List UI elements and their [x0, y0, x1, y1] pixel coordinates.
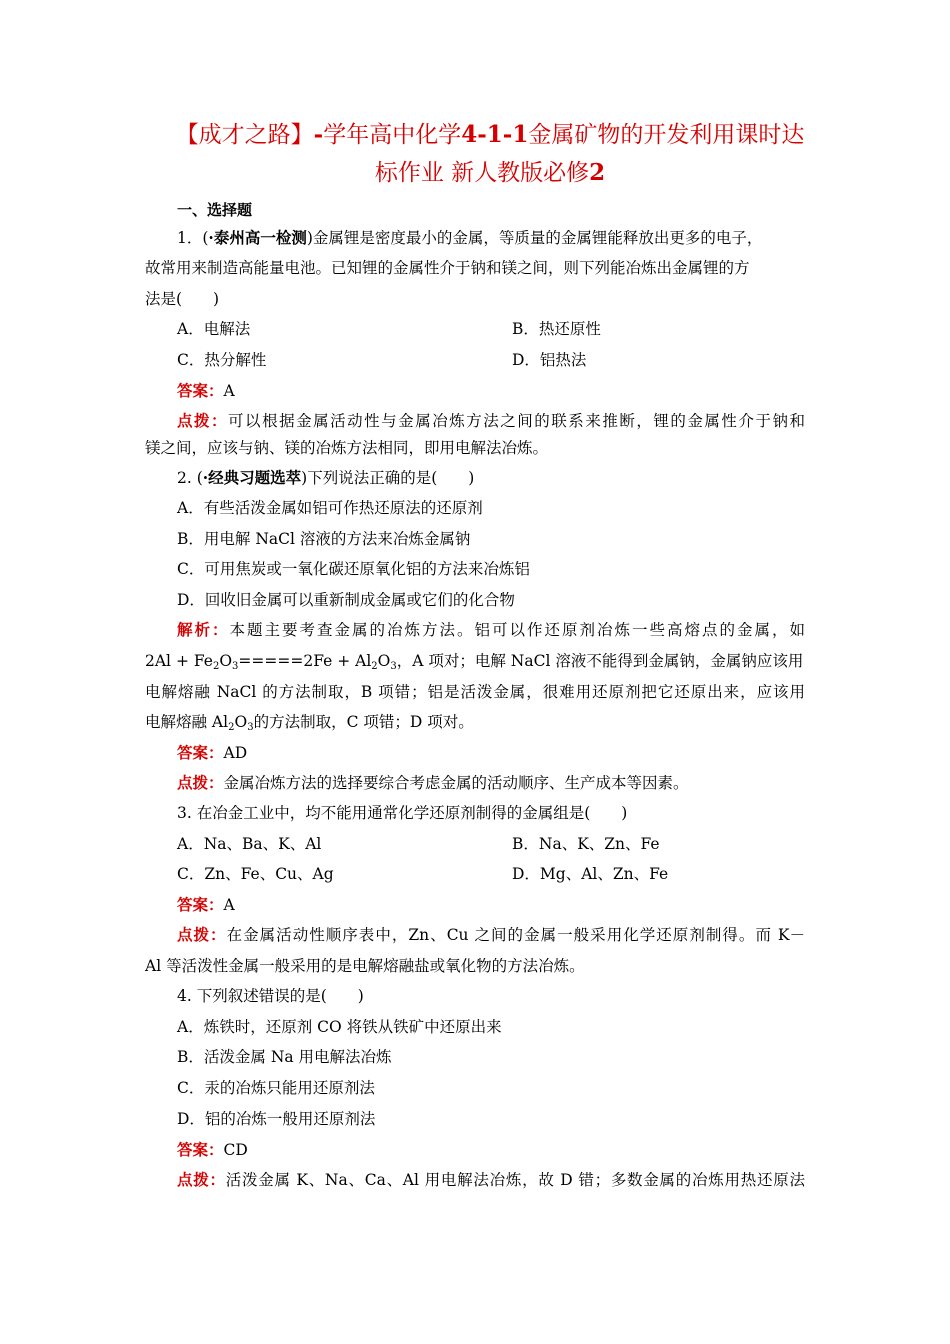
- answer-value: CD: [223, 1141, 248, 1159]
- q2-option-b: B．用电解 NaCl 溶液的方法来冶炼金属钠: [177, 530, 471, 548]
- q3-tip-line-2: Al 等活泼性金属一般采用的是电解熔融盐或氧化物的方法冶炼。: [145, 957, 585, 975]
- q4-tip-line-1: [177, 1169, 805, 1191]
- q1-stem-line-2: 故常用来制造高能量电池。已知锂的金属性介于钠和镁之间，则下列能冶炼出金属锂的方: [145, 259, 750, 277]
- tip-text: 金属冶炼方法的选择要综合考虑金属的活动顺序、生产成本等因素。: [223, 774, 689, 792]
- explanation-text: 本题主要考查金属的冶炼方法。铝可以作还原剂冶炼一些高熔点的金属，如: [229, 621, 805, 639]
- q2-option-a: A．有些活泼金属如铝可作热还原法的还原剂: [177, 499, 483, 517]
- answer-label: 答案：: [177, 743, 224, 762]
- q3-option-c: C．Zn、Fe、Cu、Ag: [177, 865, 334, 883]
- q2-source: ·经典习题选萃: [202, 468, 302, 487]
- title-lesson-number: 4-1-1: [461, 121, 529, 148]
- eq-part: O: [219, 652, 233, 670]
- q2-text: )下列说法正确的是( ): [301, 469, 475, 487]
- q1-option-c: C．热分解性: [177, 351, 267, 369]
- tip-text: 活泼金属 K、Na、Ca、Al 用电解法冶炼，故 D 错；多数金属的冶炼用热还原法: [225, 1171, 805, 1189]
- q4-option-c: C．汞的冶炼只能用还原剂法: [177, 1079, 375, 1097]
- tip-label: 点拨：: [177, 773, 224, 792]
- title-bracket-text: 【成才之路】: [175, 122, 314, 148]
- q1-number: 1．(: [177, 229, 209, 247]
- eq-sub: 3: [232, 661, 239, 672]
- eq-part: O: [377, 652, 391, 670]
- title-topic: 金属矿物的开发利用课时达: [528, 122, 805, 148]
- q1-text-1: )金属锂是密度最小的金属，等质量的金属锂能释放出更多的电子，: [306, 229, 763, 247]
- q2-option-d: D．回收旧金属可以重新制成金属或它们的化合物: [177, 591, 515, 609]
- q3-stem: 3. 在冶金工业中，均不能用通常化学还原剂制得的金属组是( ): [177, 804, 628, 822]
- q1-answer: [177, 380, 235, 402]
- q3-tip-line-1: [177, 924, 805, 946]
- answer-label: 答案：: [177, 895, 224, 914]
- eq-sub: 2: [371, 661, 378, 672]
- answer-value: AD: [223, 744, 248, 762]
- explanation-label: 解析：: [177, 620, 230, 639]
- q4-option-d: D．铝的冶炼一般用还原剂法: [177, 1110, 376, 1128]
- tip-text: 在金属活动性顺序表中，Zn、Cu 之间的金属一般采用化学还原剂制得。而 K－: [226, 926, 805, 944]
- q3-answer: [177, 894, 235, 916]
- q1-option-b: B．热还原性: [512, 320, 601, 338]
- q1-tip-line-1: [177, 410, 805, 432]
- tip-label: 点拨：: [177, 411, 229, 430]
- q3-option-a: A．Na、Ba、K、Al: [177, 835, 322, 853]
- answer-value: A: [223, 382, 235, 400]
- tip-text: 可以根据金属活动性与金属冶炼方法之间的联系来推断，锂的金属性介于钠和: [228, 412, 805, 430]
- q4-stem: 4. 下列叙述错误的是( ): [177, 987, 364, 1005]
- document-title-line-1: [140, 117, 840, 153]
- q1-stem-line-3: 法是( ): [145, 290, 220, 308]
- eq-sub: 3: [247, 722, 254, 733]
- eq-part: 2Al + Fe: [145, 652, 213, 670]
- eq-part: O: [234, 713, 248, 731]
- q2-answer: [177, 742, 247, 764]
- q2-stem: [177, 467, 474, 489]
- q4-option-a: A．炼铁时，还原剂 CO 将铁从铁矿中还原出来: [177, 1018, 502, 1036]
- answer-value: A: [223, 896, 235, 914]
- title-subject: 学年高中化学: [323, 122, 462, 148]
- document-title-line-2: [140, 155, 840, 191]
- answer-label: 答案：: [177, 1140, 224, 1159]
- answer-label: 答案：: [177, 381, 224, 400]
- q2-explanation-line-3: 电解熔融 NaCl 的方法制取，B 项错；铝是活泼金属，很难用还原剂把它还原出来，应该用: [145, 683, 805, 701]
- eq-part: =====2Fe + Al: [238, 652, 372, 670]
- q3-option-b: B．Na、K、Zn、Fe: [512, 835, 660, 853]
- q1-source: ·泰州高一检测: [208, 228, 307, 247]
- q2-explanation-line-2: [145, 650, 803, 672]
- eq-sub: 2: [228, 722, 235, 733]
- tip-label: 点拨：: [177, 1170, 226, 1189]
- q1-option-a: A．电解法: [177, 320, 251, 338]
- explanation-text: 电解熔融 Al: [145, 713, 229, 731]
- q2-tip: [177, 772, 689, 794]
- q4-option-b: B．活泼金属 Na 用电解法冶炼: [177, 1048, 392, 1066]
- q2-number: 2. (: [177, 469, 203, 487]
- title-topic-cont: 标作业 新人教版必修: [374, 160, 590, 186]
- tip-label: 点拨：: [177, 925, 227, 944]
- q3-option-d: D．Mg、Al、Zn、Fe: [512, 865, 669, 883]
- q4-answer: [177, 1139, 248, 1161]
- title-dash: -: [313, 121, 324, 148]
- eq-sub: 3: [390, 661, 397, 672]
- q2-option-c: C．可用焦炭或一氧化碳还原氧化铝的方法来冶炼铝: [177, 560, 530, 578]
- q1-stem-line-1: [177, 227, 762, 249]
- q1-option-d: D．铝热法: [512, 351, 587, 369]
- eq-sub: 2: [212, 661, 220, 672]
- title-volume-number: 2: [589, 159, 606, 186]
- section-heading: 一、选择题: [177, 201, 253, 219]
- q2-explanation-line-1: [177, 619, 805, 641]
- explanation-text: 的方法制取，C 项错；D 项对。: [253, 713, 474, 731]
- explanation-text: ，A 项对；电解 NaCl 溶液不能得到金属钠，金属钠应该用: [396, 652, 804, 670]
- q2-explanation-line-4: [145, 711, 474, 733]
- q1-tip-line-2: 镁之间，应该与钠、镁的冶炼方法相同，即用电解法冶炼。: [145, 439, 549, 457]
